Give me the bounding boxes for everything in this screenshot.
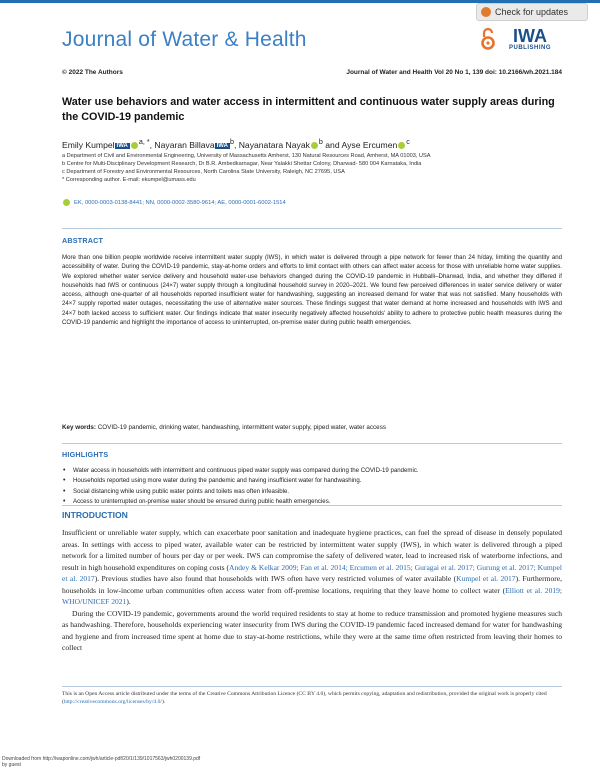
keywords-label: Key words: (62, 424, 96, 431)
iwa-member-icon: IWA (116, 142, 128, 149)
copyright: © 2022 The Authors (62, 69, 123, 76)
orcid-icon[interactable] (398, 142, 405, 149)
open-access-icon (480, 27, 496, 51)
highlights-heading: HIGHLIGHTS (62, 450, 109, 459)
download-url[interactable]: Downloaded from http://iwaponline.com/jwh/article-pdf/20/1/139/1017563/jwh0200139.pdf (2, 756, 201, 762)
highlights-list (62, 466, 562, 508)
citation: Journal of Water and Health Vol 20 No 1, 139 doi: 10.2166/wh.2021.184 (346, 69, 562, 76)
highlight-item: • Access to uninterrupted on-premise water should be ensured during public health emergencies. (62, 497, 562, 507)
orcid-line (62, 199, 286, 206)
orcid-ids[interactable]: EK, 0000-0003-0138-8441; NN, 0000-0002-3580-9614; AE, 0000-0001-6002-1514 (74, 199, 286, 206)
highlight-item: • Water access in households with intermittent and continuous piped water supply was compared during the COVID-19 pandemic. (62, 466, 562, 476)
publisher-mark: IWA (513, 26, 547, 46)
author-list: Emily Kumpel IWA $^{a, *}$, Nayaran Billava IWA $^b$, Nayanatara Nayak $^b$ and Ayse Ercumen $^c$ (62, 138, 410, 150)
citation-link[interactable]: Andey & Kelkar 2009; Fan et al. 2014; Ercumen et al. 2015; Guragai et al. 2017; Gurung et al. 2017; Kumpel et al. 2017 (62, 562, 562, 583)
highlight-item: • Social distancing while using public water points and toilets was often infeasible. (62, 487, 562, 497)
refresh-icon (481, 7, 491, 17)
author-name: Ayse Ercumen (341, 139, 398, 150)
keywords (62, 424, 562, 431)
paper-title: Water use behaviors and water access in intermittent and continuous water supply areas during the COVID-19 pandemic (62, 96, 555, 123)
highlight-item: • Households reported using more water during the pandemic and having insufficient water for handwashing. (62, 476, 562, 486)
divider (62, 505, 562, 506)
citation-link[interactable]: Elliott et al. 2019; WHO/UNICEF 2021 (62, 585, 562, 606)
author-name: Nayanatara Nayak (238, 139, 310, 150)
orcid-icon[interactable] (311, 142, 318, 149)
publisher-subtitle: PUBLISHING (508, 45, 551, 51)
keywords-list: COVID-19 pandemic, drinking water, handwashing, intermittent water supply, piped water, water access (97, 424, 386, 431)
affiliation: c Department of Forestry and Environmental Resources, North Carolina State University, Raleigh, NC 27695, USA (62, 169, 345, 175)
introduction-heading: INTRODUCTION (62, 510, 128, 520)
author-affil: b (229, 138, 234, 146)
abstract-text: More than one billion people worldwide receive intermittent water supply (IWS), in which water is delivered through a pipe network for fewer than 24 h/day, limiting the quantity and accessibility of water. During the COVID-19 pandemic, stay-at-home orders and efforts to limit contact with others can affect water access for those with unreliable home water supplies. We explored whether water service delivery and household water-use behaviors changed during the COVID-19 pandemic in Hubballi–Dharwad, India, and whether they differed if households had IWS or continuous (24×7) water supply through a longitudinal household survey in 2020–2021. We found few perceived differences in water service delivery or water access, although one-quarter of all households reported insufficient water for handwashing, suggesting an increased demand for water that was not satisfied. Many households with 24×7 supply reported water outages, necessitating the use of alternative water sources. These findings suggest that water demand at home increased and households with IWS and 24×7 both lacked access to sufficient water. Our findings indicate that water insecurity negatively affected households' ability to adhere to protective public health measures during the COVID-19 pandemic and highlight the importance of access to uninterrupted, on-premise water during public health emergencies. (62, 254, 562, 327)
license-link[interactable]: http://creativecommons.org/licenses/by/4.0/ (63, 699, 162, 706)
iwa-member-icon: IWA (216, 142, 228, 149)
citation-link[interactable]: Kumpel et al. 2017 (456, 574, 516, 583)
author-affil: a, * (138, 138, 150, 146)
abstract-heading: ABSTRACT (62, 236, 104, 245)
download-by: by guest (2, 762, 21, 768)
intro-paragraph: Insufficient or unreliable water supply, which can exacerbate poor sanitation and inadequate hygiene practices, can fuel the spread of disease in densely populated areas. In settings with access to piped water, available water can be restricted by intermittent water supply (IWS), in which water is delivered through a piped network for a limited number of hours per day or per week. IWS can compromise the safety of delivered water, lead to increased risk of waterborne infections, and result in high household expenditures on coping costs (Andey & Kelkar 2009; Fan et al. 2014; Ercumen et al. 2015; Guragai et al. 2017; Gurung et al. 2017; Kumpel et al. 2017). Previous studies have also found that households with IWS often have very restricted volumes of water available (Kumpel et al. 2017). Furthermore, households in low-income urban communities often access water from off-premise locations, requiring that they leave home to collect water (Elliott et al. 2019; WHO/UNICEF 2021). (62, 528, 562, 606)
license-text: This is an Open Access article distributed under the terms of the Creative Commons Attribution Licence (CC BY 4.0), which permits copying, adaptation and redistribution, provided the original work is properly cited (http://creativecommons.org/licenses/by/4.0/). (62, 691, 547, 706)
corresponding-author: * Corresponding author. E-mail: ekumpel@umass.edu (62, 177, 196, 183)
check-for-updates-button[interactable] (476, 3, 588, 21)
download-footer (2, 756, 200, 768)
author-name: Nayaran Billava (154, 139, 215, 150)
orcid-icon (63, 199, 70, 206)
divider (62, 443, 562, 444)
affiliation: a Department of Civil and Environmental Engineering, University of Massachusetts Amherst, 130 Natural Resources Road, Amherst, MA 01003, USA (62, 153, 431, 159)
introduction-text (62, 527, 562, 654)
author-name: Emily Kumpel (62, 139, 115, 150)
orcid-icon[interactable] (131, 142, 138, 149)
author-affil: b (318, 138, 323, 146)
author-affil: c (406, 138, 410, 146)
check-updates-label: Check for updates (495, 7, 569, 17)
affiliation: b Centre for Multi-Disciplinary Development Research, Dr B.R. Ambedkarnagar, Near Yalakki Shettar Colony, Dharwad- 580 004 Karnataka, India (62, 161, 422, 167)
publisher-logo (503, 27, 557, 51)
divider (62, 228, 562, 229)
divider (62, 686, 562, 687)
intro-paragraph: During the COVID-19 pandemic, governments around the world required residents to stay at home to reduce transmission and promoted hygiene measures such as handwashing. Therefore, households experiencing water insecurity from IWS during the COVID-19 pandemic faced increased demand for water for handwashing and hygiene and from increased time spent at home due to stay-at-home restrictions, while they were at the same time often restricted from leaving their homes to collect (62, 608, 562, 652)
journal-title: Journal of Water & Health (62, 28, 307, 51)
affiliations (62, 152, 582, 184)
